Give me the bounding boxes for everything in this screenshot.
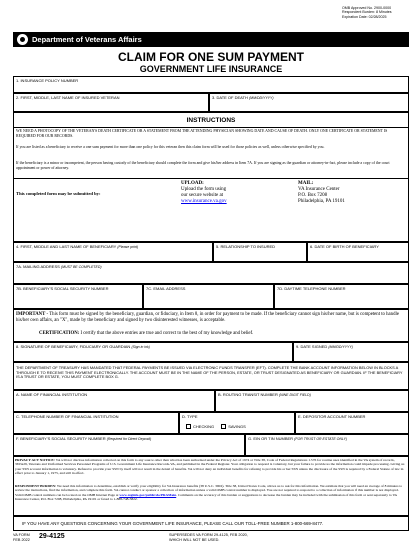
field-label: 7B. BENEFICIARY'S SOCIAL SECURITY NUMBER (16, 286, 109, 291)
field-label: 4. FIRST, MIDDLE AND LAST NAME OF BENEFICIARY (16, 244, 117, 249)
form-number: 29-4125 (39, 533, 65, 540)
field-label: A. NAME OF FINANCIAL INSTITUTION (16, 392, 88, 397)
questions-box (13, 516, 409, 531)
field-label: 7A. MAILING ADDRESS (16, 264, 60, 269)
upload-line: Upload the form using (181, 187, 227, 192)
field-label: 3. DATE OF DEATH (212, 95, 248, 100)
field-hint: (FOR TRUST OR ESTATE ONLY) (294, 437, 347, 441)
instructions-para-3: If the beneficiary is a minor or incompetent, the person having custody of the beneficiary should complete the form and give his/her address in Item 7A. If you are signing as the guardian or attorney-in-fact, please include a copy of the court appointment or power of attorney. (16, 161, 390, 170)
field-label: 2. FIRST, MIDDLE, LAST NAME OF INSURED VETERAN (16, 95, 120, 100)
va-seal-icon (17, 34, 28, 45)
field-mailing-address[interactable] (13, 262, 409, 284)
field-label: 7D. DAYTIME TELEPHONE NUMBER (277, 286, 346, 291)
mail-line: P.O. Box 7208 (298, 193, 328, 198)
field-label: 5. RELATIONSHIP TO INSURED (216, 244, 276, 249)
omb-number: OMB Approved No. 2900-0000 (342, 6, 392, 10)
field-label: 7C. EMAIL ADDRESS (146, 286, 186, 291)
field-veteran-name[interactable] (13, 93, 209, 112)
field-label: E. DEPOSITOR ACCOUNT NUMBER (298, 414, 366, 419)
checking-checkbox[interactable] (186, 424, 191, 429)
field-institution-phone[interactable] (13, 412, 179, 434)
field-label: 1. INSURANCE POLICY NUMBER (16, 78, 79, 83)
savings-label: SAVINGS (228, 424, 246, 429)
eft-notice: THE DEPARTMENT OF TREASURY HAS MANDATED THAT FEDERAL PAYMENTS BE ISSUED VIA ELECTRONIC FUNDS TRANSFER (EFT). COMPLETE THE BANK ACCOUNT INFORMATION BELOW IN BLOCKS A THROUGH E TO RECEIVE THIS PAYMENT ELECTRONICALLY. THE ACCOUNT MUST BE IN THE NAME OF THE PERSON, ESTATE, OR TRUST DESIGNATED AS BENEFICIARY OR GUARDIAN. IF THE BENEFICIARY IS A TRUST OR ESTATE, YOU MUST COMPLETE BOX G. (16, 365, 403, 380)
field-relationship[interactable] (213, 242, 307, 262)
important-lead: IMPORTANT (16, 312, 46, 317)
important-note (16, 312, 406, 323)
field-date-of-death[interactable] (209, 93, 409, 112)
mail-line: Philadelphia, PA 19101 (298, 199, 345, 204)
field-beneficiary-name[interactable] (13, 242, 213, 262)
field-beneficiary-dob[interactable] (307, 242, 409, 262)
certification-note (39, 331, 409, 337)
field-label: C. TELEPHONE NUMBER OF FINANCIAL INSTITUTION (16, 414, 119, 419)
upload-title: UPLOAD: (181, 181, 204, 186)
mail-title: MAIL: (298, 181, 314, 186)
omb-block (342, 6, 412, 19)
certification-lead: CERTIFICATION: (39, 331, 80, 336)
field-hint: (NINE DIGIT FIELD) (278, 393, 311, 397)
field-financial-institution[interactable] (13, 390, 215, 412)
form-title: CLAIM FOR ONE SUM PAYMENT (117, 50, 304, 64)
field-label: F. BENEFICIARY'S SOCIAL SECURITY NUMBER (16, 436, 106, 441)
field-label: B. ROUTING TRANSIT NUMBER (218, 392, 278, 397)
privacy-notice (15, 458, 407, 475)
instructions-para-1: WE NEED A PHOTOCOPY OF THE VETERAN'S DEATH CERTIFICATE OR A STATEMENT FROM THE ATTENDING PHYSICIAN SHOWING DATE AND CAUSE OF DEATH. ONLY ONE CERTIFICATE OR STATEMENT IS REQUIRED FOR OUR RECORDS. (16, 129, 388, 138)
field-signature[interactable] (13, 342, 293, 362)
burden-text: We need this information to determine, establish or verify your eligibility for VA Insurance benefits (38 U.S.C. 3902). Title 38, United States Code, allows us to ask for this information. We estimate that you will need an average of 8 minutes to review the instructions, find the information, and complete this form. VA cannot conduct or sponsor a collection of information unless a valid OMB control number is displayed. You are not required to respond to a collection of information if this number is not displayed. Valid OMB control numbers can be located on the OMB Internet Page at (15, 484, 403, 497)
burden-lead: RESPONDENT BURDEN: (15, 484, 57, 488)
field-policy-number[interactable] (13, 76, 409, 93)
burden-tail: . Comments on the accuracy of this burden or suggestions to decrease the burden may be included with the submission of this form or sent separately to VA Insurance Center, P.O. Box 7208, Philadelphia, PA 19101 or faxed to 1-888-748-5822. (15, 492, 397, 501)
department-name: Department of Veterans Affairs (32, 35, 142, 44)
upload-block (181, 181, 227, 205)
upload-line: our secure website at (181, 193, 224, 198)
field-hint: (MUST BE COMPLETED) (60, 265, 102, 269)
mail-line: VA Insurance Center (298, 187, 340, 192)
field-ssn-direct-deposit[interactable] (13, 434, 245, 456)
submit-label: This completed form may be submitted by: (16, 191, 101, 196)
department-banner (13, 32, 409, 47)
field-beneficiary-ssn[interactable] (13, 284, 143, 309)
field-label: D. TYPE (182, 414, 198, 419)
supersedes-line: SUPERSEDES VA FORM 29-4125, FEB 2020, (169, 533, 248, 537)
field-hint: (MM/DD/YYYY) (248, 96, 274, 100)
savings-checkbox[interactable] (221, 424, 226, 429)
instructions-para-2: If you are listed as a beneficiary to receive a one sum payment for more than one policy for this veteran then this claim form will be used for those policies as well, unless otherwise specified by you. (16, 145, 325, 149)
form-label: VA FORM (13, 533, 30, 537)
field-label: 6. DATE OF BIRTH OF BENEFICIARY (310, 244, 379, 249)
field-routing-number[interactable] (215, 390, 409, 412)
field-hint: (MM/DD/YYYY) (328, 345, 353, 349)
checking-label: CHECKING (193, 424, 215, 429)
certification-text: I certify that the above entries are true and correct to the best of my knowledge and belief. (79, 331, 254, 336)
field-daytime-phone[interactable] (274, 284, 409, 309)
field-label: G. EIN OR TIN NUMBER (248, 436, 294, 441)
respondent-burden: Respondent Burden: 8 Minutes (342, 10, 392, 15)
reginfo-link[interactable]: www.reginfo.gov/public/do/PRAMain (119, 492, 177, 497)
privacy-text: VA will not disclose information collected on this form to any source other than what has been authorized under the Privacy Act of 1974 or Title 38, Code of Federal Regulations 1.576 for routine uses identified in the VA system of records, 36VA29, Veterans and Uniformed Services Personnel Programs of U.S. Government Life Insurance Records-VA, and published in the Federal Register. Your obligation to respond is voluntary, but your failure to provide us the information could impede processing. Giving us your SSN account information is voluntary. Refusal to provide your SSN by itself will not result in the denial of benefits. VA will not deny an individual benefits for refusing to provide his or her SSN unless the disclosure of the SSN is required by a Federal Statute of law in effect prior to January 1, 1975, and still in effect. (15, 458, 405, 475)
field-hint: (Required for Direct Deposit) (106, 437, 152, 441)
supersedes-line: WHICH WILL NOT BE USED. (169, 537, 220, 542)
supersedes-note (169, 533, 248, 542)
mail-block (298, 181, 345, 205)
field-hint: (Please print) (117, 245, 139, 249)
field-date-signed[interactable] (293, 342, 409, 362)
instructions-heading: INSTRUCTIONS (186, 117, 236, 124)
important-text: - This form must be signed by the beneficiary, guardian, or fiduciary, in Item 8, in order for payment to be made. If the beneficiary cannot sign his/her name, but is competent to handle his/her own affairs, an "X", made by the beneficiary and signed by two disinterested witnesses, is acceptable. (16, 312, 399, 323)
field-label: 8. SIGNATURE OF BENEFICIARY, FIDUCIARY OR GUARDIAN (16, 344, 131, 349)
form-subtitle: GOVERNMENT LIFE INSURANCE (139, 64, 283, 74)
respondent-burden-notice (15, 484, 407, 501)
claim-form (9, 6, 412, 542)
upload-link[interactable]: www.insurance.va.gov (181, 199, 227, 204)
questions-text: IF YOU HAVE ANY QUESTIONS CONCERNING YOUR GOVERNMENT LIFE INSURANCE, PLEASE CALL OUR TOLL-FREE NUMBER 1-800-669-8477. (22, 521, 324, 526)
field-ein-tin[interactable] (245, 434, 409, 456)
field-hint: (Sign in ink) (131, 345, 150, 349)
field-label: 9. DATE SIGNED (296, 344, 328, 349)
privacy-lead: PRIVACY ACT NOTICE: (15, 458, 55, 462)
expiration-date: Expiration Date: 02/28/2025 (342, 14, 387, 19)
form-date: FEB 2022 (13, 537, 30, 542)
field-email[interactable] (143, 284, 274, 309)
field-account-number[interactable] (295, 412, 409, 434)
form-edition (13, 533, 30, 542)
field-account-type (179, 412, 295, 434)
